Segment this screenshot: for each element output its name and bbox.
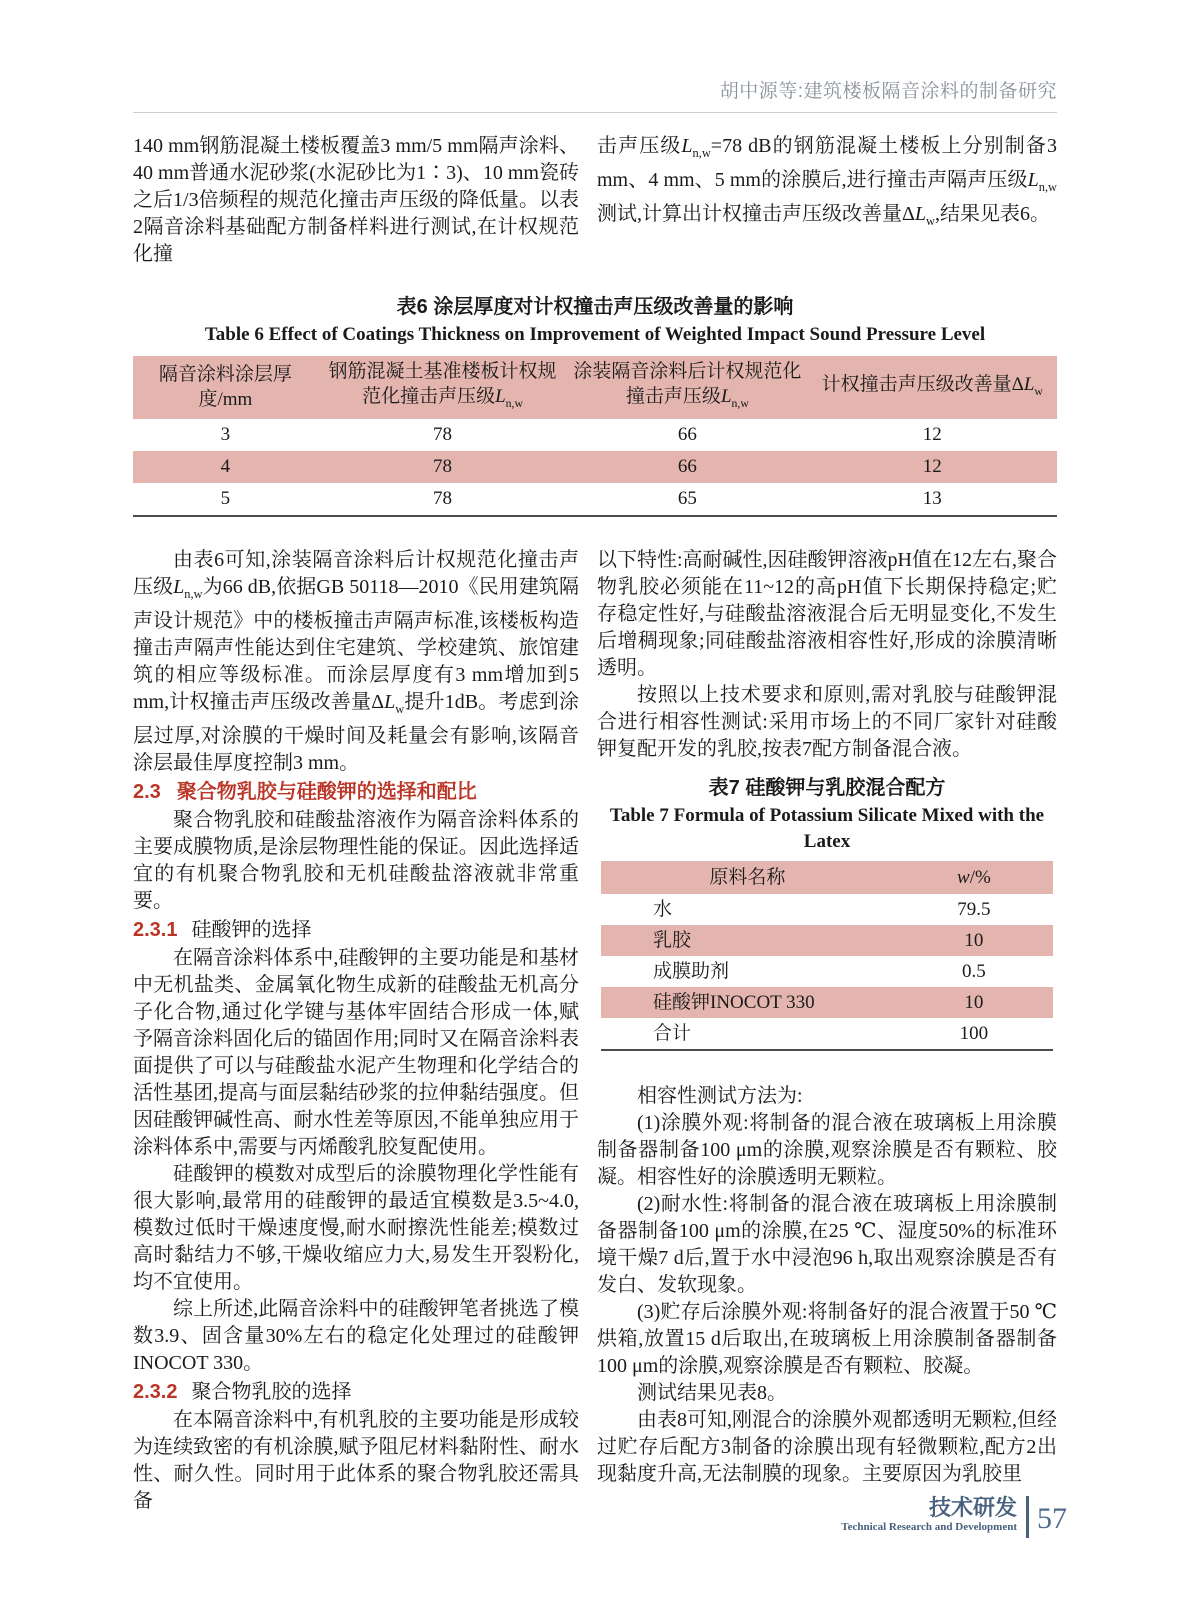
table6-row [133,419,1057,451]
table6-header-coated-level: 涂装隔音涂料后计权规范化撞击声压级$L_{n,w}$ [567,356,807,419]
table7-row [601,894,1053,925]
table6 [133,356,1057,517]
table6-caption-en: Table 6 Effect of Coatings Thickness on Improvement of Weighted Impact Sound Pressure Level [204,324,986,345]
section-title: 聚合物乳胶与硅酸钾的选择和配比 [176,780,477,803]
paragraph: 硅酸钾的模数对成型后的涂膜物理化学性能有很大影响,最常用的硅酸钾的最适宜模数是3.5~4.0,模数过低时干燥速度慢,耐水耐擦洗性能差;模数过高时黏结力不够,干燥收缩应力大,易发生开裂粉化,均不宜使用。 [133,1162,579,1293]
table7-row [601,925,1053,956]
intro-section [133,133,1057,268]
paragraph: 测试结果见表8。 [637,1381,787,1404]
intro-left-paragraph: 140 mm钢筋混凝土楼板覆盖3 mm/5 mm隔声涂料、40 mm普通水泥砂浆(水泥砂比为1∶3)、10 mm瓷砖之后1/3倍频程的规范化撞击声压级的降低量。以表2隔音涂料基础配方制备样料进行测试,在计权规范化撞 [133,135,579,265]
running-title: 胡中源等:建筑楼板隔音涂料的制备研究 [719,81,1057,102]
table6-cell: 78 [433,487,453,509]
table7-row [601,1018,1053,1050]
section-heading-2-3-2 [133,1377,579,1407]
section-number: 2.3 [133,780,161,803]
table7-caption-en: Table 7 Formula of Potassium Silicate Mixed with the Latex [609,804,1045,852]
paragraph: 按照以上技术要求和原则,需对乳胶与硅酸钾混合进行相容性测试:采用市场上的不同厂家针对硅酸钾复配开发的乳胶,按表7配方制备混合液。 [597,683,1057,760]
body-left-column [133,547,579,1515]
table6-header-improvement: 计权撞击声压级改善量$\Delta L_w$ [808,356,1058,419]
table7-cell: 合计 [653,1022,692,1044]
table7-header-row [601,861,1053,894]
table6-cell: 78 [433,423,453,445]
table7-header-weight: w/% [895,861,1053,894]
table6-cell: 3 [220,423,231,445]
paragraph: (2)耐水性:将制备的混合液在玻璃板上用涂膜制备器制备100 μm的涂膜,在25 ℃、湿度50%的标准环境干燥7 d后,置于水中浸泡96 h,取出观察涂膜是否有发白、发软现象。 [597,1192,1057,1296]
page-footer [841,1496,1067,1538]
footer-section-label-zh: 技术研发 [928,1495,1017,1520]
paragraph: (3)贮存后涂膜外观:将制备好的混合液置于50 ℃烘箱,放置15 d后取出,在玻璃板上用涂膜制备器制备100 μm的涂膜,观察涂膜是否有颗粒、胶凝。 [597,1300,1057,1377]
table6-header-thickness: 隔音涂料涂层厚度/mm [133,356,318,419]
body-right-column [597,547,1057,1515]
table6-row [133,451,1057,483]
table7-row [601,956,1053,987]
table6-cell: 78 [318,451,567,483]
table7-cell: 10 [895,925,1053,956]
paragraph: 相容性测试方法为: [637,1084,803,1107]
header-divider [133,112,1057,113]
table6-caption-zh: 表6 涂层厚度对计权撞击声压级改善量的影响 [396,296,794,318]
table6-cell: 5 [220,487,231,509]
section-heading-2-3-1 [133,915,579,945]
body-section [133,547,1057,1515]
section-title: 聚合物乳胶的选择 [191,1380,352,1403]
table7-cell: 10 [895,987,1053,1018]
table7-block [597,775,1057,1051]
table7-cell: 水 [653,898,673,920]
intro-right-paragraph: 击声压级$L_{n,w}=78$ dB的钢筋混凝土楼板上分别制备3 mm、4 mm、5 mm的涂膜后,进行撞击声隔声压级$L_{n,w}$测试,计算出计权撞击声压级改善量$\Delta L_w$,结果见表6。 [597,135,1057,228]
table7 [601,861,1053,1051]
table7-cell: 乳胶 [601,925,895,956]
paragraph: 在本隔音涂料中,有机乳胶的主要功能是形成较为连续致密的有机涂膜,赋予阻尼材料黏附性、耐水性、耐久性。同时用于此体系的聚合物乳胶还需具备 [133,1408,579,1512]
table6-cell: 66 [677,423,697,445]
intro-right-column [597,133,1057,268]
table7-row [601,987,1053,1018]
footer-divider [1026,1496,1029,1538]
intro-left-column [133,133,579,268]
table6-header-base-level: 钢筋混凝土基准楼板计权规范化撞击声压级$L_{n,w}$ [318,356,567,419]
table7-caption-zh: 表7 硅酸钾与乳胶混合配方 [708,776,946,799]
table6-cell: 12 [922,423,942,445]
table7-cell: 100 [959,1022,989,1044]
table6-cell: 66 [567,451,807,483]
table7-cell: 0.5 [962,960,986,982]
section-heading-2-3 [133,777,579,807]
section-number: 2.3.2 [133,1380,178,1403]
section-number: 2.3.1 [133,918,178,941]
footer-section-label-en: Technical Research and Development [841,1521,1017,1533]
table6-header-row [133,356,1057,419]
section-title: 硅酸钾的选择 [191,918,312,941]
table7-cell: 成膜助剂 [653,960,730,982]
table6-cell: 13 [922,487,942,509]
paragraph: 综上所述,此隔音涂料中的硅酸钾笔者挑选了模数3.9、固含量30%左右的稳定化处理过的硅酸钾INOCOT 330。 [133,1297,579,1374]
paragraph: 以下特性:高耐碱性,因硅酸钾溶液pH值在12左右,聚合物乳胶必须能在11~12的高pH值下长期保持稳定;贮存稳定性好,与硅酸盐溶液混合后无明显变化,不发生后增稠现象;同硅酸盐溶液相容性好,形成的涂膜清晰透明。 [597,548,1057,679]
paragraph: 由表6可知,涂装隔音涂料后计权规范化撞击声压级$L_{n,w}$为66 dB,依据GB 50118—2010《民用建筑隔声设计规范》中的楼板撞击声隔声标准,该楼板构造撞击声隔声性能达到住宅建筑、学校建筑、旅馆建筑的相应等级标准。而涂层厚度有3 mm增加到5 mm,计权撞击声压级改善量$\Delta L_w$提升1dB。考虑到涂层过厚,对涂膜的干燥时间及耗量会有影响,该隔音涂层最佳厚度控制3 mm。 [133,548,579,774]
table7-header-material: 原料名称 [601,861,895,894]
table6-cell: 65 [677,487,697,509]
table6-row [133,483,1057,516]
table6-cell: 4 [133,451,318,483]
footer-section [841,1496,1017,1534]
paragraph: 聚合物乳胶和硅酸盐溶液作为隔音涂料体系的主要成膜物质,是涂层物理性能的保证。因此选择适宜的有机聚合物乳胶和无机硅酸盐溶液就非常重要。 [133,808,579,912]
table6-cell: 12 [808,451,1058,483]
table7-cell: 79.5 [957,898,991,920]
paragraph: 由表8可知,刚混合的涂膜外观都透明无颗粒,但经过贮存后配方3制备的涂膜出现有轻微颗粒,配方2出现黏度升高,无法制膜的现象。主要原因为乳胶里 [597,1408,1057,1485]
page-number: 57 [1037,1502,1067,1535]
paragraph: (1)涂膜外观:将制备的混合液在玻璃板上用涂膜制备器制备100 μm的涂膜,观察涂膜是否有颗粒、胶凝。相容性好的涂膜透明无颗粒。 [597,1111,1057,1188]
table7-cell: 硅酸钾INOCOT 330 [601,987,895,1018]
paragraph: 在隔音涂料体系中,硅酸钾的主要功能是和基材中无机盐类、金属氧化物生成新的硅酸盐无机高分子化合物,通过化学键与基体牢固结合形成一体,赋予隔音涂料固化后的锚固作用;同时又在隔音涂料表面提供了可以与硅酸盐水泥产生物理和化学结合的活性基团,提高与面层黏结砂浆的拉伸黏结强度。但因硅酸钾碱性高、耐水性差等原因,不能单独应用于涂料体系中,需要与丙烯酸乳胶复配使用。 [133,946,579,1158]
page-content [133,76,1057,1515]
